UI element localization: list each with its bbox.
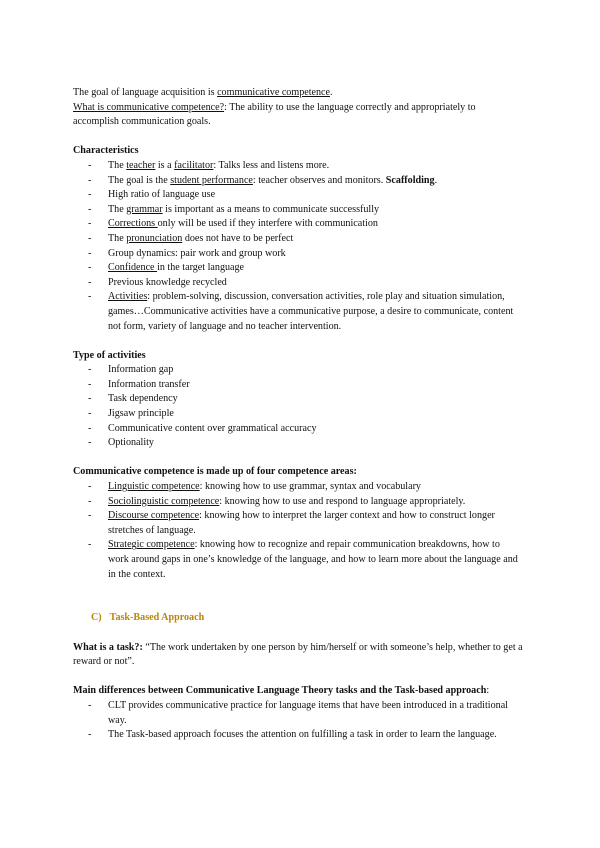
- differences-list: [73, 699, 523, 743]
- activities-heading: Type of activities: [73, 349, 146, 361]
- list-item: - The goal is the student performance: teacher observes and monitors. Scaffolding.: [73, 174, 523, 189]
- list-item: - Linguistic competence: knowing how to use grammar, syntax and vocabulary: [73, 480, 523, 495]
- list-item: - The pronunciation does not have to be perfect: [73, 232, 523, 247]
- list-item: - Previous knowledge recycled: [73, 276, 523, 291]
- list-item: - Information gap: [73, 363, 523, 378]
- list-item: - Corrections only will be used if they interfere with communication: [73, 217, 523, 232]
- characteristics-heading: Characteristics: [73, 145, 139, 157]
- list-item: - Information transfer: [73, 378, 523, 393]
- document-page: [73, 86, 523, 743]
- list-item: - The Task-based approach focuses the attention on fulfilling a task in order to learn the language.: [73, 728, 523, 743]
- intro-definition: What is communicative competence?: The ability to use the language correctly and appropriately to accomplish communication goals.: [73, 101, 476, 128]
- task-definition: What is a task?: “The work undertaken by one person by him/herself or with someone’s help, whether to get a reward or not”.: [73, 641, 523, 668]
- intro-goal-term: communicative competence: [217, 87, 331, 98]
- competence-list: [73, 480, 523, 582]
- list-item: - Strategic competence: knowing how to recognize and repair communication breakdowns, how to work around gaps in one’s knowledge of the language, and how to learn more about the language and in the context.: [73, 538, 523, 582]
- section-heading-task-based: C) Task-Based Approach: [91, 612, 205, 624]
- competence-heading: Communicative competence is made up of four competence areas:: [73, 466, 357, 478]
- intro-question: What is communicative competence?: [73, 101, 225, 113]
- list-item: - The grammar is important as a means to communicate successfully: [73, 203, 523, 218]
- list-item: - High ratio of language use: [73, 188, 523, 203]
- characteristics-list: [73, 159, 523, 334]
- list-item: - Jigsaw principle: [73, 407, 523, 422]
- differences-heading: Main differences between Communicative Language Theory tasks and the Task-based approach:: [73, 685, 490, 697]
- list-item: - Activities: problem-solving, discussion, conversation activities, role play and situation simulation, games…Communicative activities have a communicative purpose, a desire to communicate, content not form, variety of language and no teacher intervention.: [73, 290, 523, 334]
- list-item: - Group dynamics: pair work and group work: [73, 247, 523, 262]
- list-item: - Task dependency: [73, 392, 523, 407]
- list-item: - Confidence in the target language: [73, 261, 523, 276]
- list-item: - Sociolinguistic competence: knowing how to use and respond to language appropriately.: [73, 495, 523, 510]
- list-item: - CLT provides communicative practice for language items that have been introduced in a traditional way.: [73, 699, 523, 728]
- list-item: - Communicative content over grammatical accuracy: [73, 422, 523, 437]
- list-item: - Optionality: [73, 436, 523, 451]
- activities-list: [73, 363, 523, 451]
- intro-goal: The goal of language acquisition is communicative competence.: [73, 87, 333, 98]
- list-item: - Discourse competence: knowing how to interpret the larger context and how to construct longer stretches of language.: [73, 509, 523, 538]
- list-item: - The teacher is a facilitator: Talks less and listens more.: [73, 159, 523, 174]
